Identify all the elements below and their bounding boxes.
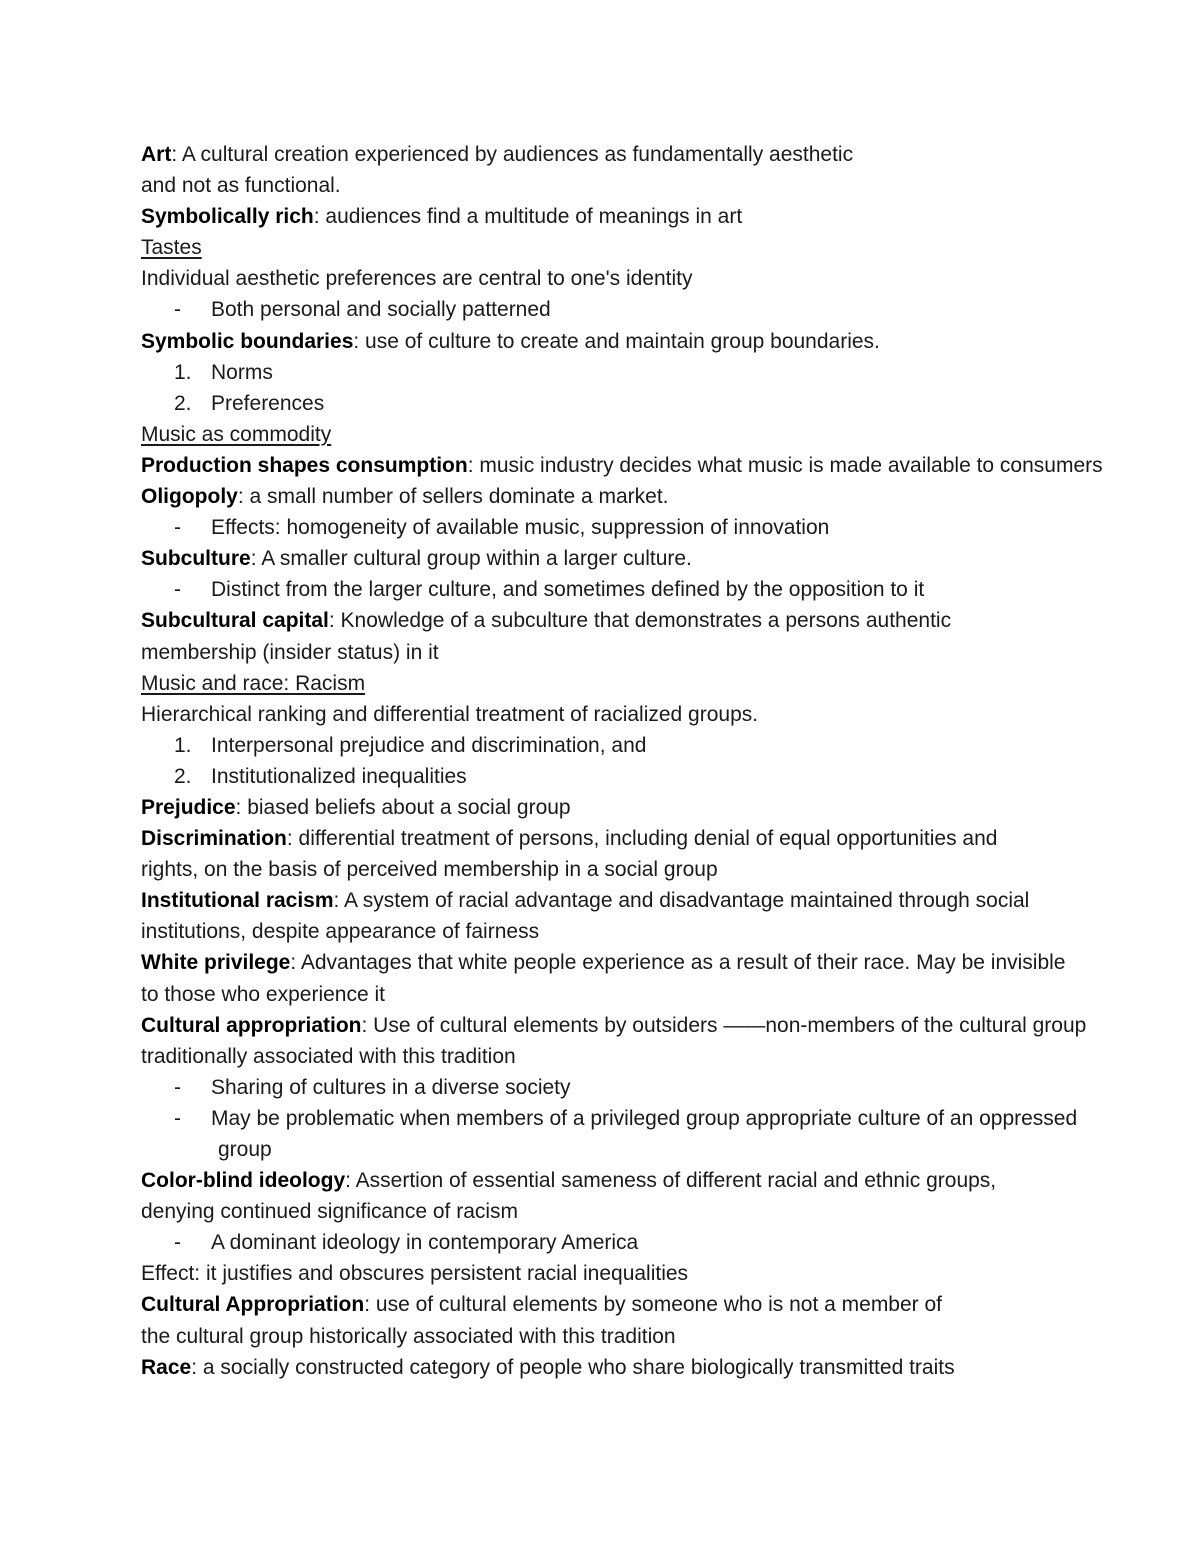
paragraph-text: and not as functional. [141, 174, 341, 198]
definition-line [0, 201, 1200, 232]
definition-term: Subculture [141, 547, 251, 571]
definition-text: : A system of racial advantage and disadvantage maintained through social [333, 889, 1030, 913]
section-heading [0, 419, 1200, 450]
list-item [0, 761, 1200, 792]
definition-term: Symbolic boundaries [141, 329, 354, 353]
list-item [0, 1072, 1200, 1103]
definition-term: Subcultural capital [141, 609, 329, 633]
paragraph-text: institutions, despite appearance of fairness [141, 920, 540, 944]
definition-term: Production shapes consumption [141, 453, 468, 477]
list-marker: - [174, 1075, 181, 1099]
section-heading-text: Music and race: Racism [141, 671, 366, 695]
list-item-text: Interpersonal prejudice and discrimination, and [211, 733, 647, 757]
definition-text: : use of culture to create and maintain group boundaries. [353, 329, 880, 353]
text-line [0, 916, 1200, 947]
definition-text: : audiences find a multitude of meanings in art [313, 205, 743, 229]
list-marker: 1. [174, 360, 192, 384]
section-heading-text: Music as commodity [141, 422, 332, 446]
definition-line [0, 326, 1200, 357]
list-item-text: Distinct from the larger culture, and sometimes defined by the opposition to it [211, 578, 925, 602]
text-line [0, 1258, 1200, 1289]
list-marker: - [174, 1231, 181, 1255]
definition-line [0, 947, 1200, 978]
definition-term: Discrimination [141, 827, 287, 851]
list-item-text: Effects: homogeneity of available music, suppression of innovation [211, 516, 830, 540]
list-item [0, 512, 1200, 543]
text-line [0, 1321, 1200, 1352]
definition-term: Institutional racism [141, 889, 334, 913]
text-line [0, 1196, 1200, 1227]
paragraph-text: Effect: it justifies and obscures persistent racial inequalities [141, 1262, 689, 1286]
definition-term: Oligopoly [141, 485, 238, 509]
list-item [0, 730, 1200, 761]
text-line [0, 1041, 1200, 1072]
list-item [0, 574, 1200, 605]
definition-text: : Advantages that white people experience as a result of their race. May be invisible [290, 951, 1066, 975]
definition-line [0, 139, 1200, 170]
definition-text: : Use of cultural elements by outsiders ——non-members of the cultural group [361, 1013, 1087, 1037]
definition-line [0, 1165, 1200, 1196]
definition-term: Color-blind ideology [141, 1169, 346, 1193]
text-line [0, 170, 1200, 201]
section-heading-text: Tastes [141, 236, 202, 260]
list-item-text: Norms [211, 360, 273, 384]
list-item-text: A dominant ideology in contemporary America [211, 1231, 639, 1255]
document-body [0, 139, 1200, 1383]
definition-text: : Knowledge of a subculture that demonstrates a persons authentic [328, 609, 952, 633]
definition-text: : biased beliefs about a social group [235, 795, 571, 819]
list-marker: 1. [174, 733, 192, 757]
definition-text: : a small number of sellers dominate a market. [237, 485, 669, 509]
definition-line [0, 450, 1200, 481]
definition-text: : A cultural creation experienced by audiences as fundamentally aesthetic [171, 143, 854, 166]
definition-term: Art [141, 143, 172, 166]
paragraph-text: Individual aesthetic preferences are central to one's identity [141, 267, 693, 291]
list-item-text: Preferences [211, 391, 325, 415]
list-item [0, 388, 1200, 419]
list-item [0, 1227, 1200, 1258]
definition-term: Cultural appropriation [141, 1013, 362, 1037]
paragraph-text: denying continued significance of racism [141, 1200, 519, 1224]
definition-term: Symbolically rich [141, 205, 314, 229]
definition-term: Cultural Appropriation [141, 1293, 365, 1317]
paragraph-text: Hierarchical ranking and differential treatment of racialized groups. [141, 702, 759, 726]
list-item-text: Both personal and socially patterned [211, 298, 551, 322]
list-marker: - [174, 298, 181, 322]
list-marker: - [174, 516, 181, 540]
list-item [0, 1103, 1200, 1134]
definition-term: White privilege [141, 951, 291, 975]
definition-term: Race [141, 1355, 192, 1379]
text-line [0, 699, 1200, 730]
definition-line [0, 605, 1200, 636]
paragraph-text: rights, on the basis of perceived membership in a social group [141, 858, 718, 882]
list-item [0, 357, 1200, 388]
text-line [0, 637, 1200, 668]
text-line [0, 979, 1200, 1010]
definition-line [0, 1352, 1200, 1383]
list-item-continuation [0, 1134, 1200, 1165]
list-item-text: May be problematic when members of a privileged group appropriate culture of an oppressed [211, 1106, 1078, 1130]
text-line [0, 263, 1200, 294]
definition-text: : Assertion of essential sameness of different racial and ethnic groups, [345, 1169, 997, 1193]
definition-line [0, 792, 1200, 823]
definition-line [0, 1010, 1200, 1041]
definition-text: : A smaller cultural group within a larger culture. [250, 547, 692, 571]
definition-text: : differential treatment of persons, including denial of equal opportunities and [286, 827, 998, 851]
definition-line [0, 885, 1200, 916]
list-item-text: Institutionalized inequalities [211, 764, 467, 788]
paragraph-text: membership (insider status) in it [141, 640, 439, 664]
list-marker: 2. [174, 391, 192, 415]
definition-line [0, 543, 1200, 574]
list-item [0, 294, 1200, 325]
list-marker: - [174, 1106, 181, 1130]
definition-line [0, 823, 1200, 854]
definition-term: Prejudice [141, 795, 236, 819]
definition-text: : music industry decides what music is made available to consumers [467, 453, 1103, 477]
text-line [0, 854, 1200, 885]
paragraph-text: the cultural group historically associated with this tradition [141, 1324, 676, 1348]
definition-text: : use of cultural elements by someone who is not a member of [364, 1293, 943, 1317]
paragraph-text: traditionally associated with this tradition [141, 1044, 516, 1068]
list-marker: 2. [174, 764, 192, 788]
list-item-text: group [218, 1138, 272, 1161]
definition-text: : a socially constructed category of people who share biologically transmitted traits [191, 1355, 955, 1379]
definition-line [0, 481, 1200, 512]
paragraph-text: to those who experience it [141, 982, 385, 1006]
section-heading [0, 232, 1200, 263]
list-marker: - [174, 578, 181, 602]
definition-line [0, 1289, 1200, 1320]
section-heading [0, 668, 1200, 699]
list-item-text: Sharing of cultures in a diverse society [211, 1075, 571, 1099]
